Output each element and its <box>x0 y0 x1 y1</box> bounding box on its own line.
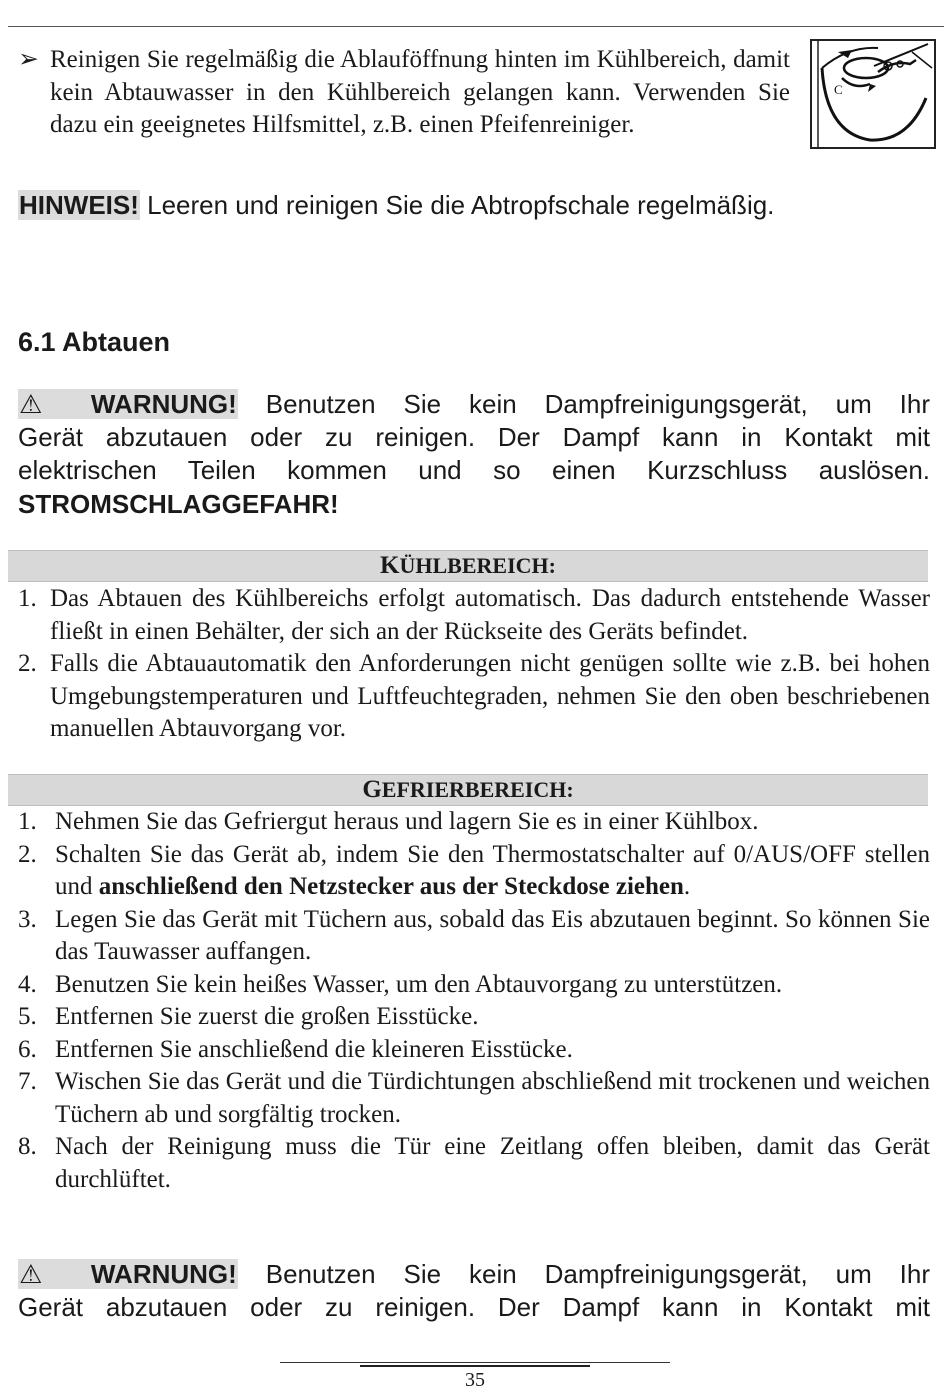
intro-text: Reinigen Sie regelmäßig die Ablauföffnung hinten im Kühlbereich, damit kein Abtauwasser in den Kühlbereich gelangen kann. Verwenden Sie dazu ein geeignetes Hilfsmittel, z.B. einen Pfeifenreiniger. <box>50 46 790 138</box>
footer-rule <box>280 1362 670 1363</box>
hinweis-text: Leeren und reinigen Sie die Abtropfschale regelmäßig. <box>139 190 775 220</box>
warning-1-line-1: ⚠ WARNUNG! Benutzen Sie kein Dampfreinigungsgerät, um Ihr <box>19 389 930 419</box>
warning-2-line-1: ⚠ WARNUNG! Benutzen Sie kein Dampfreinigungsgerät, um Ihr <box>19 1259 930 1289</box>
list-item: 4. Benutzen Sie kein heißes Wasser, um den Abtauvorgang zu unterstützen. <box>18 970 783 998</box>
gefrierbereich-heading: GEFRIERBEREICH: <box>8 774 928 806</box>
list-item: 7. Wischen Sie das Gerät und die Türdichtungen abschließend mit trockenen und weichen Tüchern ab und sorgfältig trocken. <box>18 1068 930 1128</box>
kuehlbereich-list <box>18 583 930 746</box>
warning-1-line-2: Gerät abzutauen oder zu reinigen. Der Dampf kann in Kontakt mit <box>18 422 930 453</box>
top-rule <box>8 26 944 27</box>
drain-cleaning-illustration <box>808 38 938 150</box>
hinweis-label: HINWEIS! <box>19 190 139 220</box>
page-number: 35 <box>465 1369 485 1391</box>
warning-2-label: ⚠ WARNUNG! <box>19 1259 237 1289</box>
list-item: 6. Entfernen Sie anschließend die kleineren Eisstücke. <box>18 1035 573 1063</box>
warning-1-line-4: STROMSCHLAGGEFAHR! <box>18 488 339 519</box>
list-item: 2. Schalten Sie das Gerät ab, indem Sie den Thermostatschalter auf 0/AUS/OFF stellen und anschließend den Netzstecker aus der Steckdose ziehen. <box>18 840 930 900</box>
figure-label: C <box>834 82 843 97</box>
hinweis-note <box>18 188 774 222</box>
gefrierbereich-list <box>18 806 930 1196</box>
warning-1-line-3: elektrischen Teilen kommen und so einen Kurzschluss auslösen. <box>18 455 930 486</box>
warning-block-2 <box>18 1258 930 1324</box>
warning-1-label: ⚠ WARNUNG! <box>19 389 237 419</box>
list-item: 8. Nach der Reinigung muss die Tür eine Zeitlang offen bleiben, damit das Gerät durchlüftet. <box>18 1133 930 1193</box>
kuehlbereich-heading: KÜHLBEREICH: <box>8 550 928 582</box>
list-item: 3. Legen Sie das Gerät mit Tüchern aus, sobald das Eis abzutauen beginnt. So können Sie das Tauwasser auffangen. <box>18 905 930 965</box>
warning-2-line-2: Gerät abzutauen oder zu reinigen. Der Dampf kann in Kontakt mit <box>18 1292 930 1323</box>
list-item: 1. Nehmen Sie das Gefriergut heraus und lagern Sie es in einer Kühlbox. <box>18 808 759 835</box>
list-item: 1. Das Abtauen des Kühlbereichs erfolgt automatisch. Das dadurch entstehende Wasser fließt in einen Behälter, der sich an der Rückseite des Geräts befindet. <box>18 585 930 645</box>
section-heading: 6.1 Abtauen <box>18 327 171 357</box>
drain-cleaning-icon <box>808 38 938 150</box>
list-item: 2. Falls die Abtauautomatik den Anforderungen nicht genügen sollte wie z.B. bei hohen Umgebungstemperaturen und Luftfeuchtegraden, nehmen Sie den oben beschriebenen manuellen Abtauvorgang vor. <box>18 650 930 742</box>
arrow-bullet-icon: ➢ <box>18 46 39 73</box>
intro-bullet <box>18 44 790 142</box>
footer-rule-bold <box>360 1365 590 1367</box>
list-item: 5. Entfernen Sie zuerst die großen Eisstücke. <box>18 1003 479 1030</box>
warning-block-1 <box>18 388 930 521</box>
